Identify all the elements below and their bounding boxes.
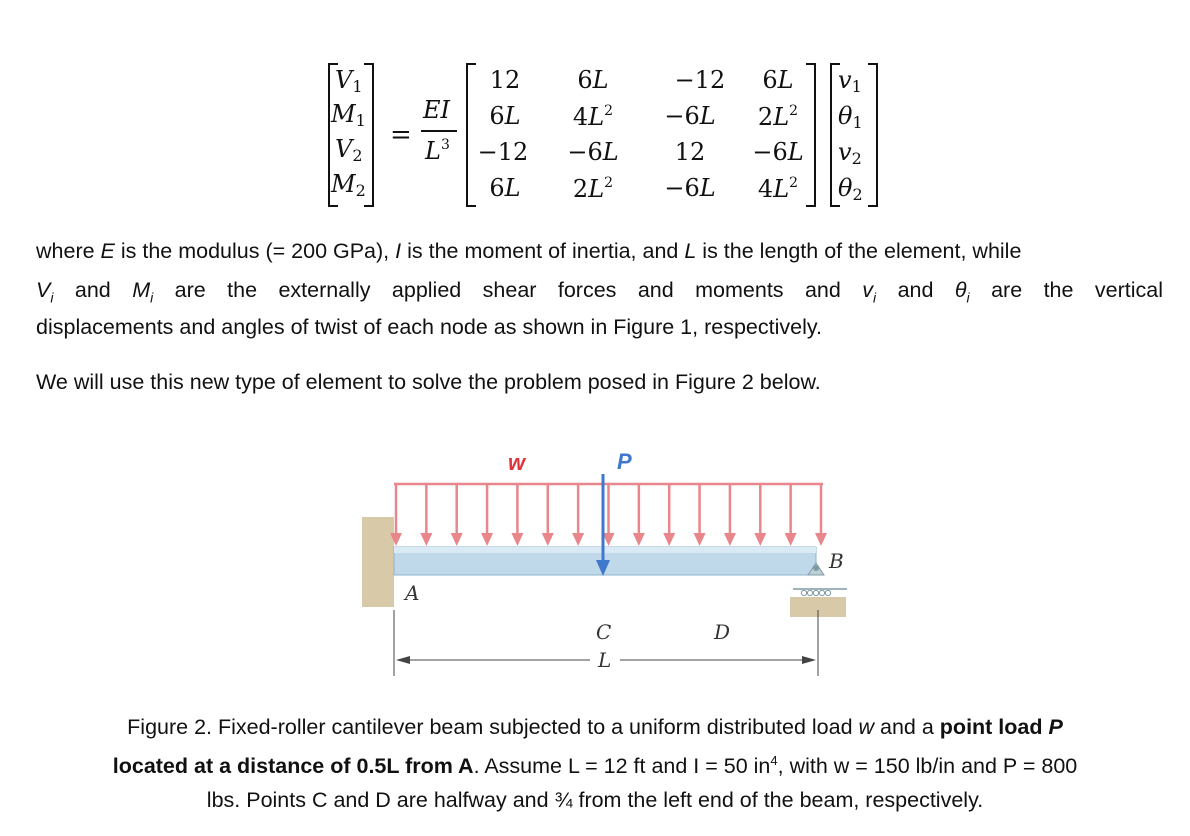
rhs-v1: $v_1$ — [838, 66, 862, 96]
roller-wheel-icon — [819, 590, 824, 595]
roller-wheel-icon — [813, 590, 818, 595]
load-arrowhead — [785, 533, 797, 546]
rhs-theta2: $\theta_2$ — [838, 174, 863, 204]
load-arrowhead — [542, 533, 554, 546]
load-arrowhead — [754, 533, 766, 546]
matrix-cell: −12 — [477, 138, 529, 166]
roller-wheel-icon — [807, 590, 812, 595]
caption-w: w — [858, 715, 875, 739]
coefficient-denominator: $L^3$ — [425, 137, 450, 165]
rhs-v2: $v_2$ — [838, 138, 862, 168]
pin-icon — [813, 565, 819, 571]
matrix-cell: 6L — [577, 66, 609, 94]
lhs-V1: $V_1$ — [335, 66, 363, 96]
paragraph-line: $V_i$ and $M_i$ are the externally applied shear forces and moments and $v_i$ and $\theta_i$ are the vertical — [36, 278, 1163, 306]
dimension-arrowhead-right — [802, 656, 816, 664]
matrix-cell: 6L — [489, 102, 521, 130]
load-arrowhead — [420, 533, 432, 546]
paragraph-line: where E is the modulus (= 200 GPa), I is the moment of inertia, and L is the length of the element, while — [36, 239, 1022, 263]
caption-superscript: 4 — [770, 753, 778, 768]
load-arrowhead — [724, 533, 736, 546]
label-C: C — [596, 620, 612, 644]
matrix-cell: −12 — [674, 66, 726, 94]
load-arrowhead — [815, 533, 827, 546]
matrix-cell: 6L — [762, 66, 794, 94]
beam-highlight — [394, 547, 816, 553]
label-P: P — [617, 449, 632, 474]
paragraph-line: displacements and angles of twist of each node as shown in Figure 1, respectively. — [36, 315, 822, 339]
matrix-cell: $2L^2$ — [757, 103, 799, 131]
matrix-cell: $4L^2$ — [572, 103, 614, 131]
matrix-cell: 12 — [674, 138, 706, 166]
label-A: A — [405, 581, 420, 605]
fixed-wall — [362, 517, 394, 607]
load-arrowhead — [451, 533, 463, 546]
matrix-cell: −6L — [567, 138, 619, 166]
equals-sign: = — [390, 120, 412, 150]
load-arrowhead — [511, 533, 523, 546]
caption-text: Figure 2. Fixed-roller cantilever beam subjected to a uniform distributed load — [127, 715, 859, 739]
matrix-cell: −6L — [664, 174, 716, 202]
label-D: D — [714, 620, 731, 644]
matrix-cell: $4L^2$ — [757, 175, 799, 203]
paragraph-figure-intro: We will use this new type of element to solve the problem posed in Figure 2 below. — [36, 370, 821, 394]
caption-text: and a — [874, 715, 940, 739]
lhs-M2: $M_2$ — [331, 170, 366, 200]
matrix-cell: 6L — [489, 174, 521, 202]
caption-bold-1: point load P — [939, 715, 1063, 739]
dimension-arrowhead-left — [396, 656, 410, 664]
distributed-load-arrows — [390, 484, 827, 546]
matrix-cell: −6L — [664, 102, 716, 130]
caption-bold-2: located at a distance of 0.5L from A — [112, 754, 474, 779]
load-arrowhead — [572, 533, 584, 546]
lhs-M1: $M_1$ — [331, 100, 366, 130]
matrix-cell: $2L^2$ — [572, 175, 614, 203]
lhs-V2: $V_2$ — [335, 135, 363, 165]
label-L: L — [598, 648, 612, 672]
load-arrowhead — [663, 533, 675, 546]
label-B: B — [829, 549, 844, 573]
caption-text: . Assume L = 12 ft and I = 50 in — [473, 754, 771, 779]
caption-text: , with w = 150 lb/in and P = 800 — [777, 754, 1078, 779]
rhs-theta1: $\theta_1$ — [838, 102, 863, 132]
figure-caption — [20, 710, 1170, 817]
load-arrowhead — [481, 533, 493, 546]
coefficient-numerator: EI — [423, 96, 450, 124]
matrix-cell: 12 — [489, 66, 521, 94]
roller-wheel-icon — [801, 590, 806, 595]
caption-text: lbs. Points C and D are halfway and ¾ from the left end of the beam, respectively. — [206, 788, 984, 813]
roller-wheel-icon — [825, 590, 830, 595]
label-w: w — [508, 450, 526, 475]
load-arrowhead — [633, 533, 645, 546]
matrix-cell: −6L — [752, 138, 804, 166]
load-arrowhead — [694, 533, 706, 546]
